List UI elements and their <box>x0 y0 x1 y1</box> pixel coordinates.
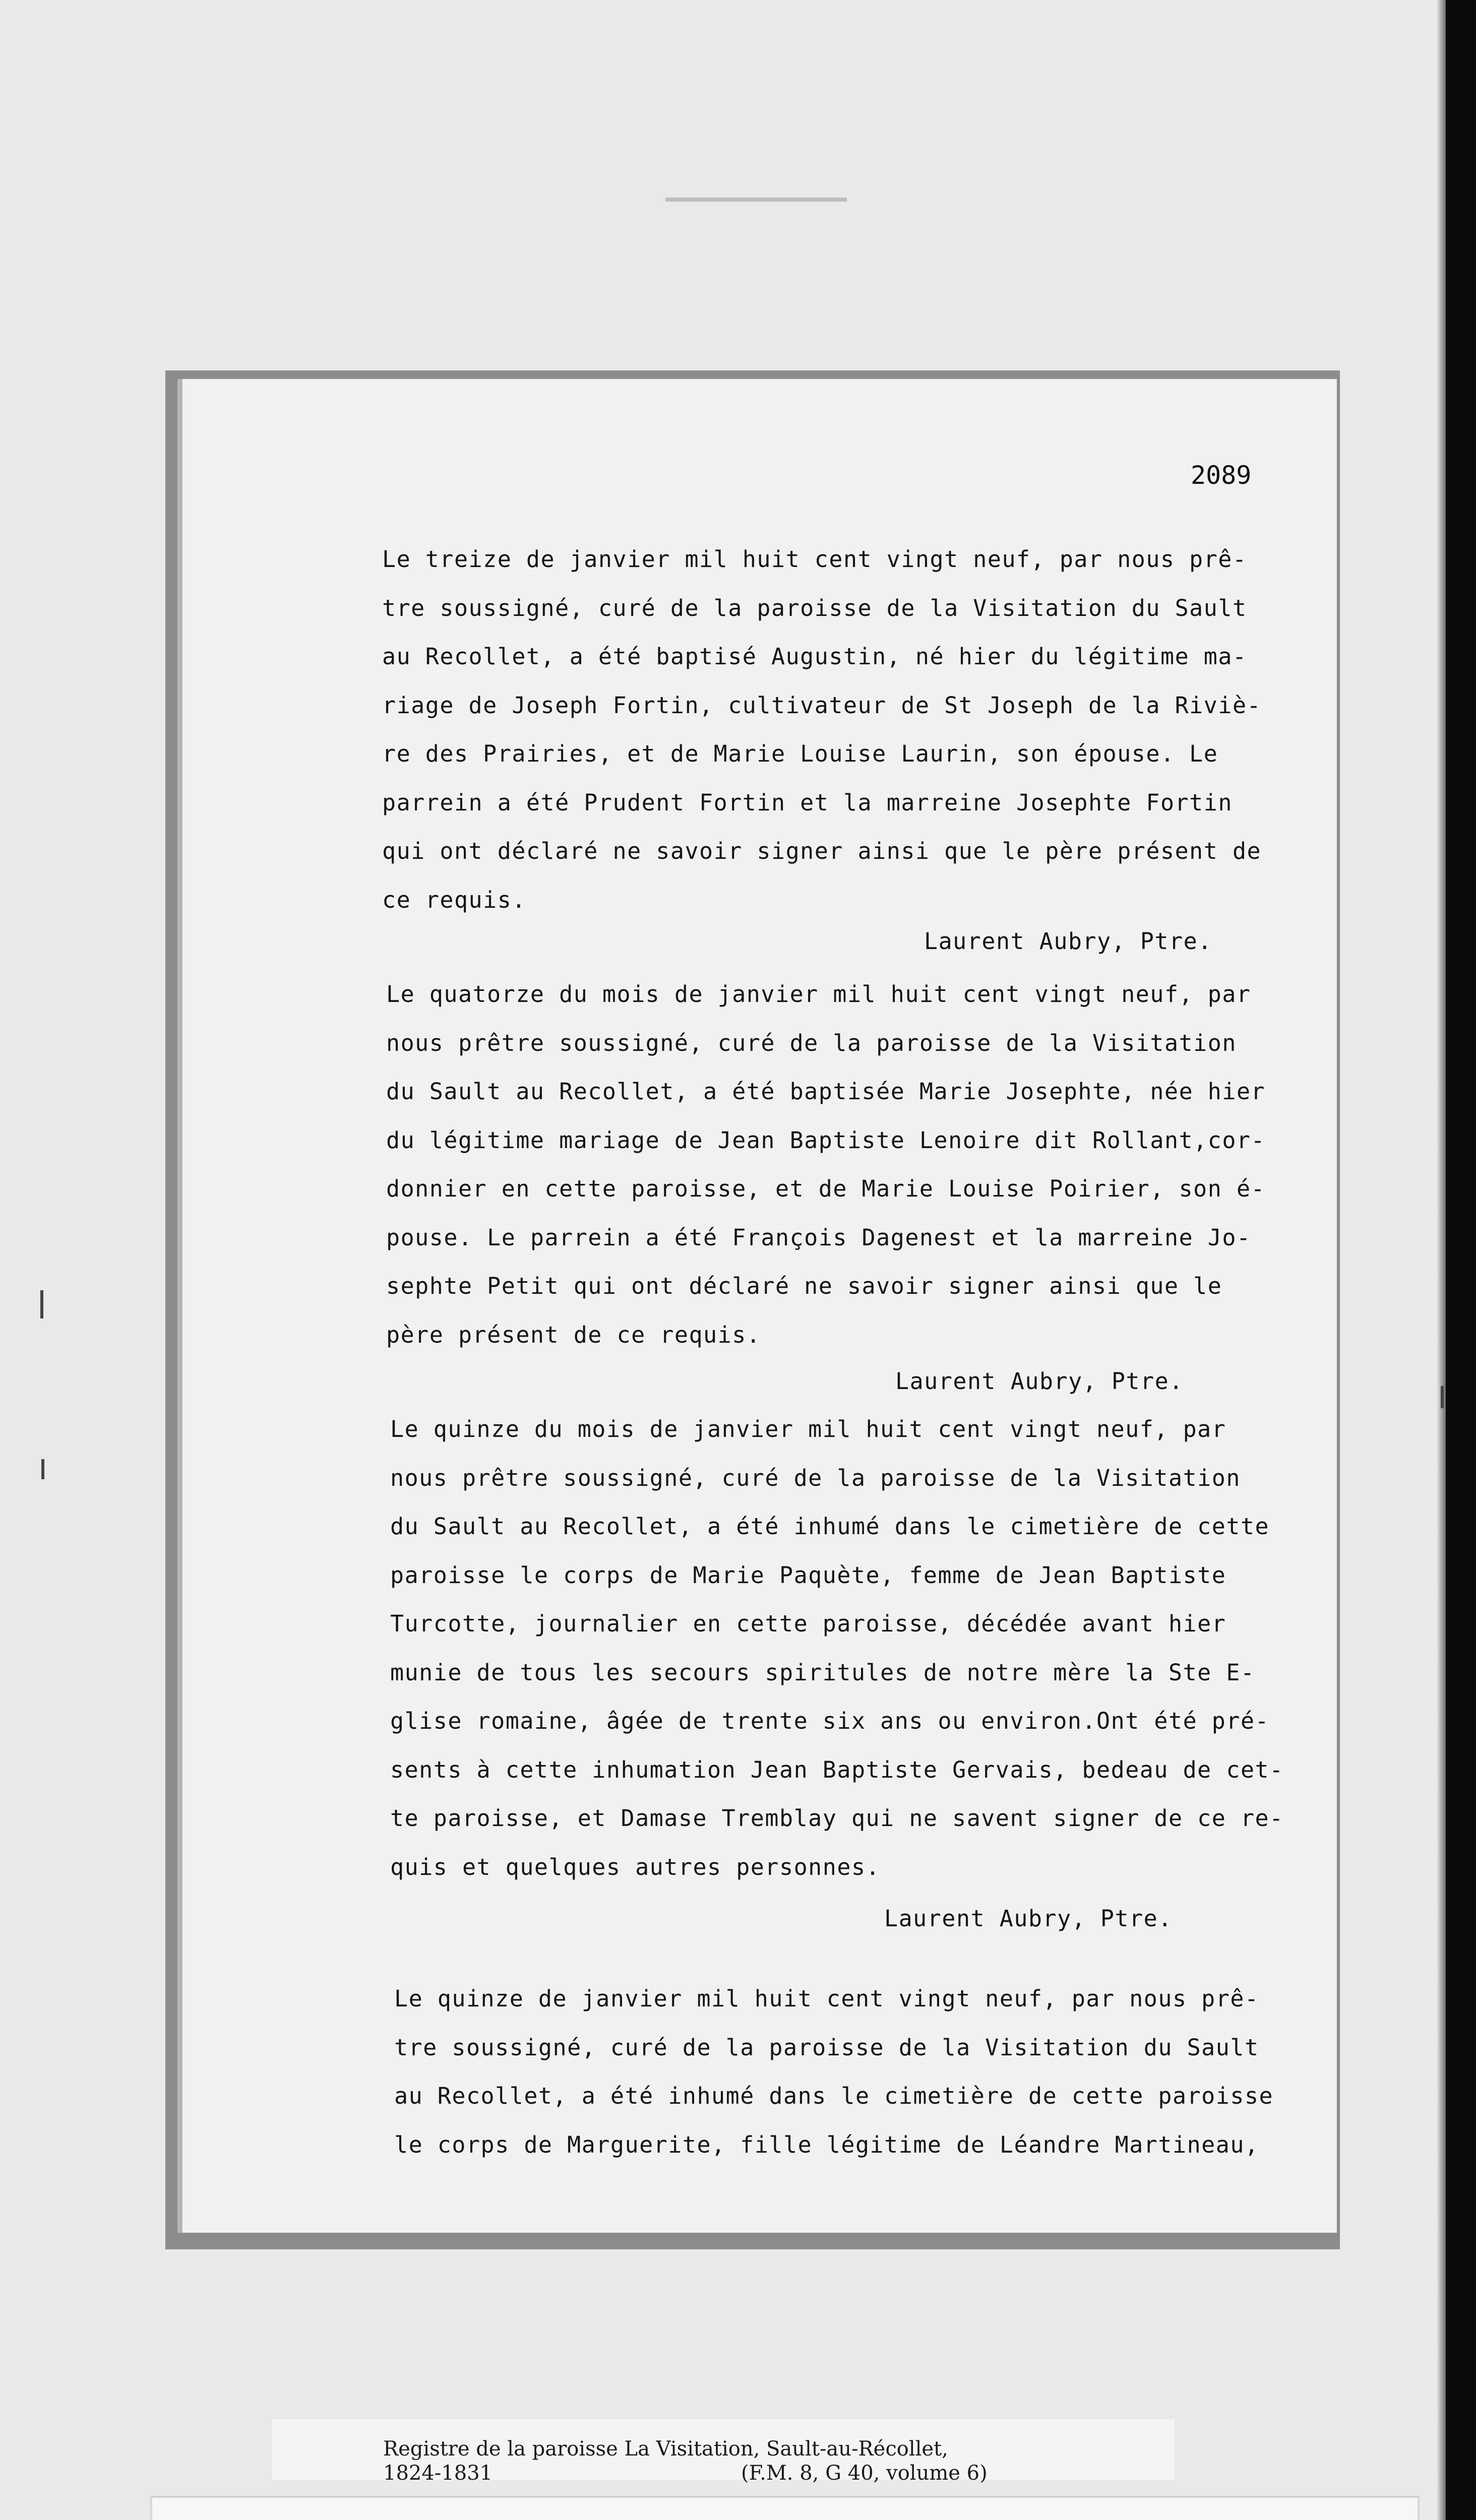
register-entry <box>386 970 1319 1406</box>
entry-line: nous prêtre soussigné, curé de la paroisse de la Visitation <box>390 1464 1241 1491</box>
entry-line: Le treize de janvier mil huit cent vingt neuf, par nous prê- <box>382 546 1247 573</box>
signature: Laurent Aubry, Ptre. <box>884 1905 1173 1932</box>
archive-reference-dates: 1824-1831 <box>383 2462 493 2485</box>
entry-line: quis et quelques autres personnes. <box>390 1853 881 1880</box>
archive-reference-title: Registre de la paroisse La Visitation, Sault-au-Récollet, <box>383 2437 948 2461</box>
register-entry <box>382 535 1315 966</box>
entry-line: Le quatorze du mois de janvier mil huit cent vingt neuf, par <box>386 981 1251 1007</box>
entry-line: nous prêtre soussigné, curé de la paroisse de la Visitation <box>386 1029 1237 1056</box>
page-number: 2089 <box>1191 461 1252 490</box>
entry-line: donnier en cette paroisse, et de Marie Louise Poirier, son é- <box>386 1175 1266 1202</box>
entry-line: sents à cette inhumation Jean Baptiste Gervais, bedeau de cet- <box>390 1756 1284 1783</box>
register-entry <box>390 1405 1323 1943</box>
archive-reference-volume: (F.M. 8, G 40, volume 6) <box>741 2462 988 2485</box>
entry-line: Le quinze du mois de janvier mil huit cent vingt neuf, par <box>390 1416 1226 1442</box>
entry-line: parrein a été Prudent Fortin et la marreine Josephte Fortin <box>382 789 1233 816</box>
entry-line: du Sault au Recollet, a été inhumé dans le cimetière de cette <box>390 1513 1270 1540</box>
entry-line: tre soussigné, curé de la paroisse de la Visitation du Sault <box>382 594 1247 621</box>
signature: Laurent Aubry, Ptre. <box>924 928 1212 955</box>
entry-line: le corps de Marguerite, fille légitime de Léandre Martineau, <box>394 2131 1259 2158</box>
entry-line: munie de tous les secours spiritules de notre mère la Ste E- <box>390 1659 1255 1686</box>
entry-line: Turcotte, journalier en cette paroisse, décédée avant hier <box>390 1610 1226 1637</box>
entry-line: re des Prairies, et de Marie Louise Laurin, son épouse. Le <box>382 740 1218 767</box>
entry-line: Le quinze de janvier mil huit cent vingt neuf, par nous prê- <box>394 1985 1259 2012</box>
entry-line: du légitime mariage de Jean Baptiste Lenoire dit Rollant,cor- <box>386 1126 1266 1154</box>
archives-stamp-card <box>150 2496 1420 2520</box>
scan-speck <box>665 198 847 202</box>
entry-line: sephte Petit qui ont déclaré ne savoir signer ainsi que le <box>386 1273 1222 1299</box>
entry-line: ce requis. <box>382 886 526 913</box>
scan-speck <box>40 1290 43 1318</box>
entry-line: du Sault au Recollet, a été baptisée Marie Josephte, née hier <box>386 1078 1266 1105</box>
register-entry <box>394 1975 1327 2169</box>
signature: Laurent Aubry, Ptre. <box>895 1368 1184 1395</box>
scan-speck <box>1441 1386 1444 1408</box>
entry-line: père présent de ce requis. <box>386 1321 761 1348</box>
entry-line: pouse. Le parrein a été François Dagenest et la marreine Jo- <box>386 1224 1251 1251</box>
scan-speck <box>41 1459 44 1479</box>
entry-line: glise romaine, âgée de trente six ans ou environ.Ont été pré- <box>390 1708 1270 1734</box>
entry-line: au Recollet, a été inhumé dans le cimetière de cette paroisse <box>394 2083 1274 2109</box>
entry-line: au Recollet, a été baptisé Augustin, né hier du légitime ma- <box>382 643 1247 670</box>
entry-line: tre soussigné, curé de la paroisse de la Visitation du Sault <box>394 2034 1259 2061</box>
film-edge <box>1446 0 1476 2520</box>
entry-line: riage de Joseph Fortin, cultivateur de St Joseph de la Riviè- <box>382 691 1262 719</box>
entry-line: qui ont déclaré ne savoir signer ainsi que le père présent de <box>382 838 1262 864</box>
entry-line: te paroisse, et Damase Tremblay qui ne savent signer de ce re- <box>390 1805 1284 1832</box>
entry-line: paroisse le corps de Marie Paquète, femme de Jean Baptiste <box>390 1561 1226 1589</box>
